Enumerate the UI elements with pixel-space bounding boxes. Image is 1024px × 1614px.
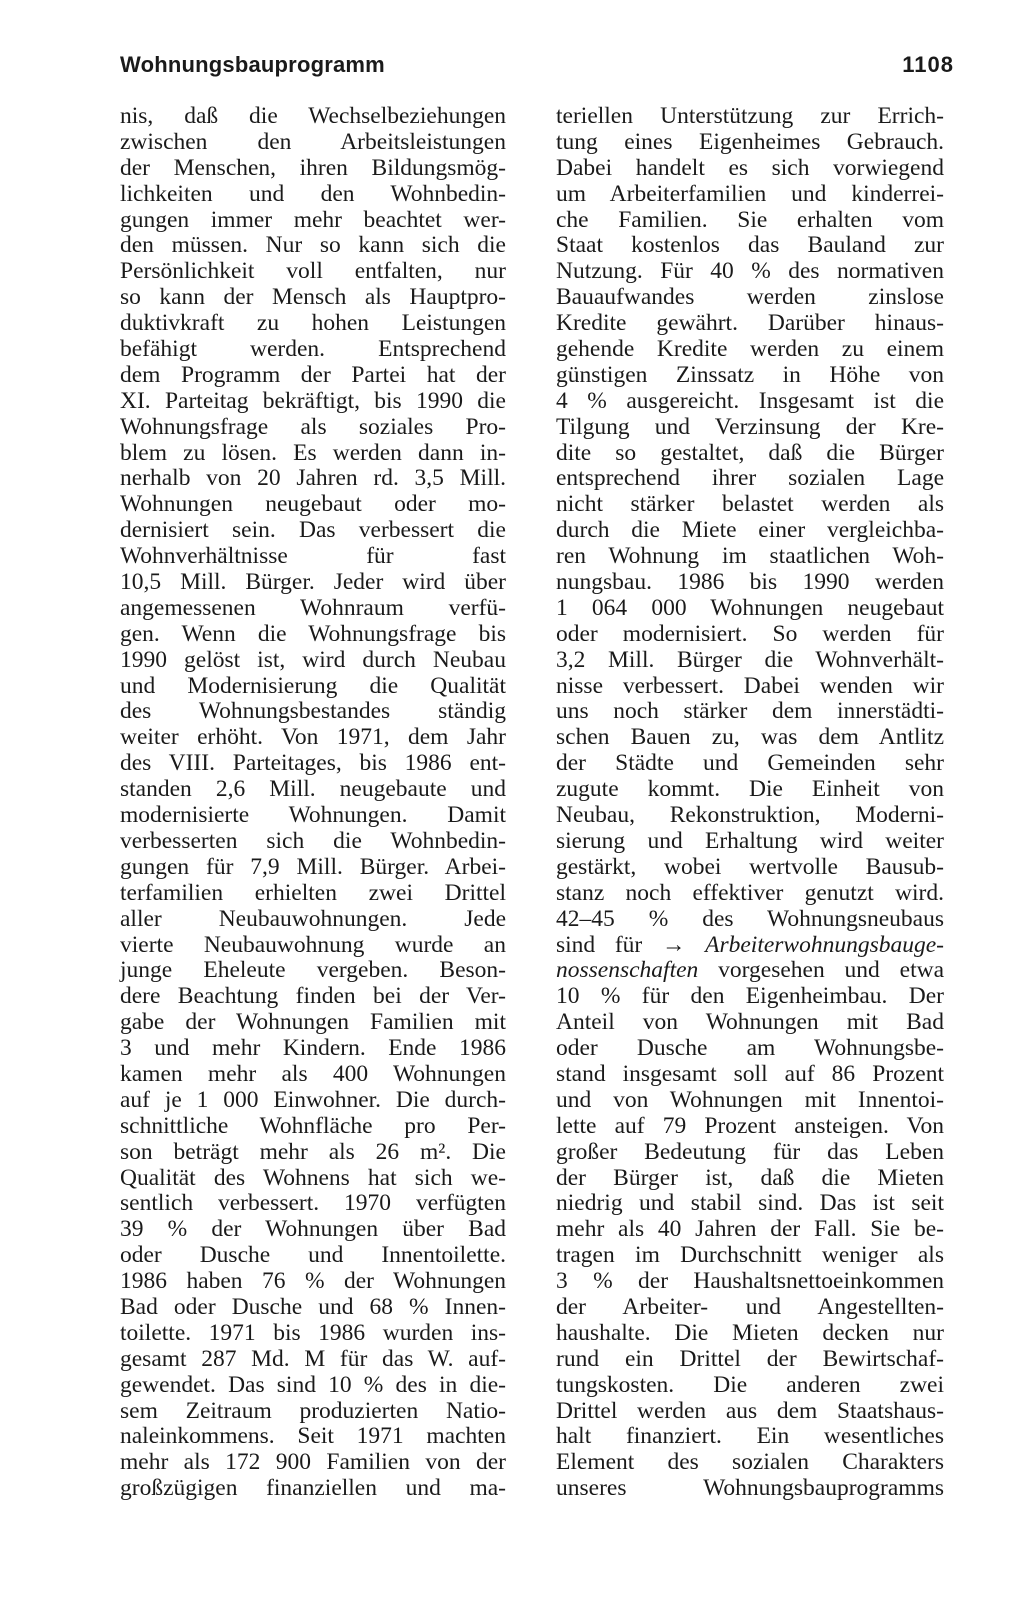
text-line: che Familien. Sie erhalten vom	[556, 206, 944, 233]
text-line: 1990 gelöst ist, wird durch Neubau	[120, 646, 506, 673]
text-line: blem zu lösen. Es werden dann in-	[120, 439, 506, 466]
text-line: nicht stärker belastet werden als	[556, 491, 944, 518]
text-line: günstigen Zinssatz in Höhe von	[556, 361, 944, 388]
text-line: großer Bedeutung für das Leben	[556, 1138, 944, 1165]
text-line: teriellen Unterstützung zur Errich-	[556, 103, 944, 129]
text-line: nerhalb von 20 Jahren rd. 3,5 Mill.	[120, 465, 506, 492]
text-line: niedrig und stabil sind. Das ist seit	[556, 1190, 944, 1217]
text-line: gungen für 7,9 Mill. Bürger. Arbei-	[120, 853, 506, 880]
text-line: lichkeiten und den Wohnbedin-	[120, 180, 506, 207]
text-line: Neubau, Rekonstruktion, Moderni-	[556, 802, 944, 829]
text-line: nisse verbessert. Dabei wenden wir	[556, 672, 944, 699]
text-line: sem Zeitraum produzierten Natio-	[120, 1397, 506, 1424]
text-line: um Arbeiterfamilien und kinderrei-	[556, 180, 944, 207]
text-line: gehende Kredite werden zu einem	[556, 336, 944, 363]
text-line: 10,5 Mill. Bürger. Jeder wird über	[120, 569, 506, 596]
text-line: vierte Neubauwohnung wurde an	[120, 931, 506, 958]
text-line: gesamt 287 Md. M für das W. auf-	[120, 1345, 506, 1372]
text-line: so kann der Mensch als Hauptpro-	[120, 284, 506, 311]
text-line: oder Dusche am Wohnungsbe-	[556, 1035, 944, 1062]
text-line: modernisierte Wohnungen. Damit	[120, 802, 506, 829]
text-line: uns noch stärker dem innerstädti-	[556, 698, 944, 725]
text-line: 4 % ausgereicht. Insgesamt ist die	[556, 387, 944, 414]
text-line: Wohnverhältnisse für fast	[120, 543, 506, 570]
text-line: sind für → Arbeiterwohnungsbauge-	[556, 931, 944, 958]
text-line: 42–45 % des Wohnungsneubaus	[556, 905, 944, 932]
text-line: dite so gestaltet, daß die Bürger	[556, 439, 944, 466]
text-line: befähigt werden. Entsprechend	[120, 336, 506, 363]
text-line: Bauaufwandes werden zinslose	[556, 284, 944, 311]
text-line: weiter erhöht. Von 1971, dem Jahr	[120, 724, 506, 751]
text-line: terfamilien erhielten zwei Drittel	[120, 879, 506, 906]
text-line: standen 2,6 Mill. neugebaute und	[120, 776, 506, 803]
text-line: mehr als 172 900 Familien von der	[120, 1449, 506, 1476]
text-line: gewendet. Das sind 10 % des in die-	[120, 1371, 506, 1398]
text-line: dere Beachtung finden bei der Ver-	[120, 983, 506, 1010]
text-line: Anteil von Wohnungen mit Bad	[556, 1009, 944, 1036]
text-line: Dabei handelt es sich vorwiegend	[556, 154, 944, 181]
text-line: sentlich verbessert. 1970 verfügten	[120, 1190, 506, 1217]
cross-reference-term: Arbeiterwohnungsbauge-	[705, 931, 944, 958]
page-number: 1108	[902, 52, 954, 77]
text-line: tragen im Durchschnitt weniger als	[556, 1242, 944, 1269]
text-line: der Arbeiter- und Angestellten-	[556, 1293, 944, 1320]
text-line: stand insgesamt soll auf 86 Prozent	[556, 1060, 944, 1087]
text-line: dernisiert sein. Das verbessert die	[120, 517, 506, 544]
text-line: Bad oder Dusche und 68 % Innen-	[120, 1293, 506, 1320]
text-line: zugute kommt. Die Einheit von	[556, 776, 944, 803]
text-line: großzügigen finanziellen und ma-	[120, 1475, 506, 1502]
text-line: gen. Wenn die Wohnungsfrage bis	[120, 620, 506, 647]
text-line: der Menschen, ihren Bildungsmög-	[120, 154, 506, 181]
text-line: tungskosten. Die anderen zwei	[556, 1371, 944, 1398]
text-line: haushalte. Die Mieten decken nur	[556, 1319, 944, 1346]
text-line: schen Bauen zu, was dem Antlitz	[556, 724, 944, 751]
left-text-column	[120, 104, 506, 1502]
text-line: mehr als 40 Jahren der Fall. Sie be-	[556, 1216, 944, 1243]
text-line: XI. Parteitag bekräftigt, bis 1990 die	[120, 387, 506, 414]
text-line: schnittliche Wohnfläche pro Per-	[120, 1112, 506, 1139]
text-line: 39 % der Wohnungen über Bad	[120, 1216, 506, 1243]
text-line: rund ein Drittel der Bewirtschaf-	[556, 1345, 944, 1372]
text-line: tung eines Eigenheimes Gebrauch.	[556, 128, 944, 155]
text-line: naleinkommens. Seit 1971 machten	[120, 1423, 506, 1450]
text-line: Nutzung. Für 40 % des normativen	[556, 258, 944, 285]
running-head-title: Wohnungsbauprogramm	[120, 52, 385, 77]
text-line: nis, daß die Wechselbeziehungen	[120, 103, 506, 129]
text-line: kamen mehr als 400 Wohnungen	[120, 1060, 506, 1087]
text-line: son beträgt mehr als 26 m². Die	[120, 1138, 506, 1165]
text-line: nossenschaften vorgesehen und etwa	[556, 957, 944, 984]
text-line: halt finanziert. Ein wesentliches	[556, 1423, 944, 1450]
text-line: 3 % der Haushaltsnettoeinkommen	[556, 1268, 944, 1295]
text-line: gungen immer mehr beachtet wer-	[120, 206, 506, 233]
text-line: 10 % für den Eigenheimbau. Der	[556, 983, 944, 1010]
cross-reference-term: nossenschaften	[556, 957, 699, 984]
text-line: Wohnungsfrage als soziales Pro-	[120, 413, 506, 440]
text-line: sierung und Erhaltung wird weiter	[556, 827, 944, 854]
text-line: angemessenen Wohnraum verfü-	[120, 594, 506, 621]
text-line: junge Eheleute vergeben. Beson-	[120, 957, 506, 984]
text-line: auf je 1 000 Einwohner. Die durch-	[120, 1086, 506, 1113]
text-line: zwischen den Arbeitsleistungen	[120, 128, 506, 155]
text-line: den müssen. Nur so kann sich die	[120, 232, 506, 259]
text-line: toilette. 1971 bis 1986 wurden ins-	[120, 1319, 506, 1346]
text-line: Drittel werden aus dem Staatshaus-	[556, 1397, 944, 1424]
text-line: des Wohnungsbestandes ständig	[120, 698, 506, 725]
text-line: 1986 haben 76 % der Wohnungen	[120, 1268, 506, 1295]
text-line: aller Neubauwohnungen. Jede	[120, 905, 506, 932]
text-line: lette auf 79 Prozent ansteigen. Von	[556, 1112, 944, 1139]
text-line: und von Wohnungen mit Innentoi-	[556, 1086, 944, 1113]
text-line: Qualität des Wohnens hat sich we-	[120, 1164, 506, 1191]
text-line: Persönlichkeit voll entfalten, nur	[120, 258, 506, 285]
text-line: nungsbau. 1986 bis 1990 werden	[556, 569, 944, 596]
text-line: gestärkt, wobei wertvolle Bausub-	[556, 853, 944, 880]
text-line: des VIII. Parteitages, bis 1986 ent-	[120, 750, 506, 777]
text-line: stanz noch effektiver genutzt wird.	[556, 879, 944, 906]
text-line: entsprechend ihrer sozialen Lage	[556, 465, 944, 492]
right-text-column	[556, 104, 944, 1502]
text-line: Element des sozialen Charakters	[556, 1449, 944, 1476]
text-line: oder modernisiert. So werden für	[556, 620, 944, 647]
text-line: 3 und mehr Kindern. Ende 1986	[120, 1035, 506, 1062]
text-line: der Städte und Gemeinden sehr	[556, 750, 944, 777]
text-line: oder Dusche und Innentoilette.	[120, 1242, 506, 1269]
text-line: 3,2 Mill. Bürger die Wohnverhält-	[556, 646, 944, 673]
text-line: duktivkraft zu hohen Leistungen	[120, 310, 506, 337]
text-line: Wohnungen neugebaut oder mo-	[120, 491, 506, 518]
text-line: Tilgung und Verzinsung der Kre-	[556, 413, 944, 440]
text-line: gabe der Wohnungen Familien mit	[120, 1009, 506, 1036]
page-header	[120, 52, 954, 92]
text-line: Staat kostenlos das Bauland zur	[556, 232, 944, 259]
text-line: Kredite gewährt. Darüber hinaus-	[556, 310, 944, 337]
text-line: verbesserten sich die Wohnbedin-	[120, 827, 506, 854]
text-line: unseres Wohnungsbauprogramms	[556, 1475, 944, 1502]
text-line: der Bürger ist, daß die Mieten	[556, 1164, 944, 1191]
text-line: ren Wohnung im staatlichen Woh-	[556, 543, 944, 570]
text-line: durch die Miete einer vergleichba-	[556, 517, 944, 544]
text-line: und Modernisierung die Qualität	[120, 672, 506, 699]
text-line: 1 064 000 Wohnungen neugebaut	[556, 594, 944, 621]
text-line: dem Programm der Partei hat der	[120, 361, 506, 388]
